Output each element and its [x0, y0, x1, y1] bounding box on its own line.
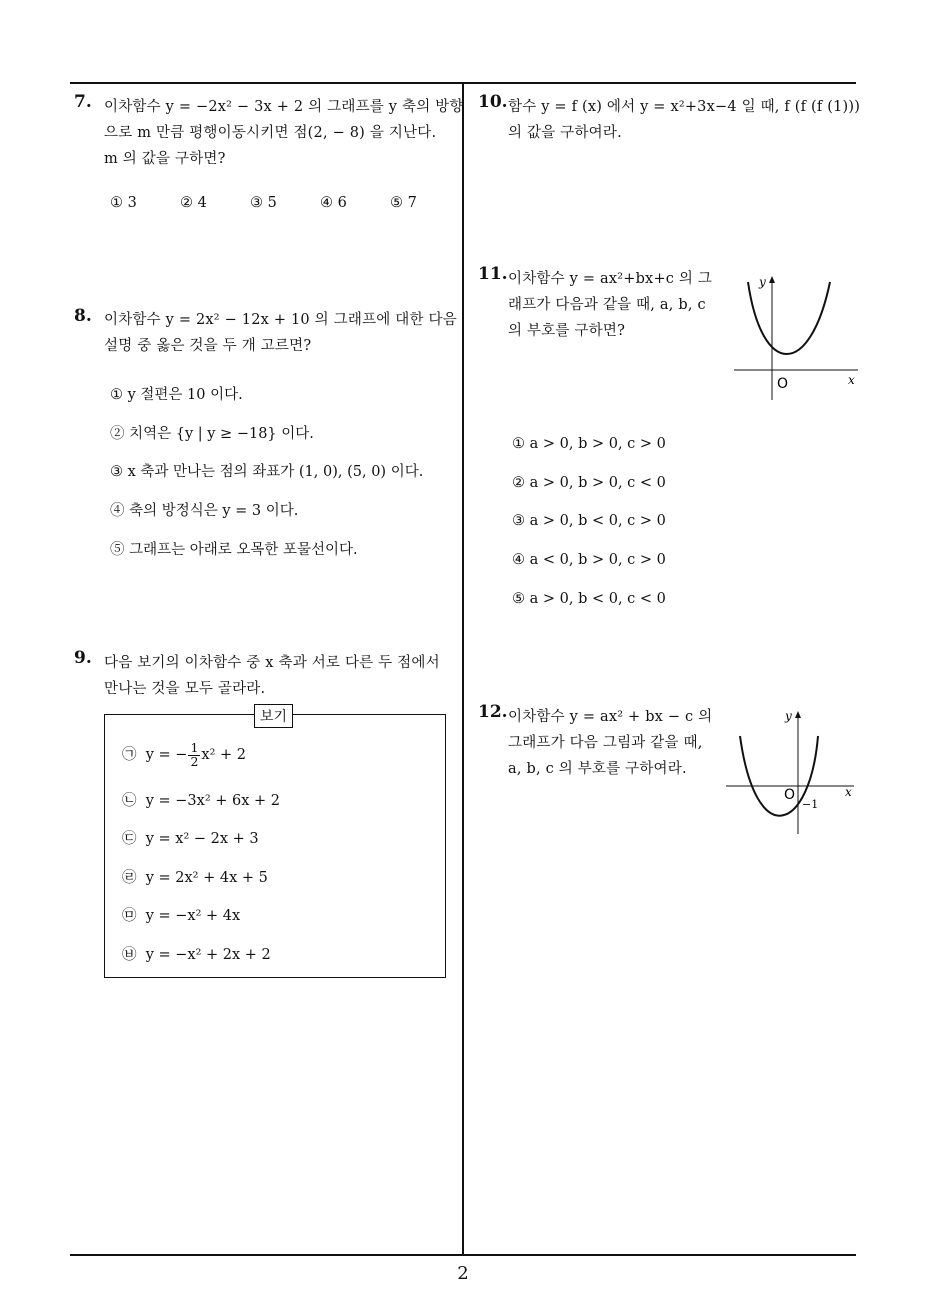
- choice-1[interactable]: ① y 절편은 10 이다.: [110, 387, 243, 403]
- item-expr: y = −3x² + 6x + 2: [145, 793, 281, 809]
- parabola-graph-11: [728, 268, 864, 404]
- problem-number: 7.: [74, 92, 92, 112]
- item-expr: y = 2x² + 4x + 5: [145, 870, 268, 886]
- bogi-item-5: [122, 904, 240, 925]
- choice-3[interactable]: ③ a > 0, b < 0, c > 0: [512, 513, 666, 529]
- item-mark: ㉥: [122, 947, 137, 963]
- problem-text-line: 이차함수 y = 2x² − 12x + 10 의 그래프에 대한 다음: [104, 312, 457, 328]
- choice-5[interactable]: ⑤ a > 0, b < 0, c < 0: [512, 591, 666, 607]
- item-mark: ㉤: [122, 908, 137, 924]
- problem-text-line: 의 값을 구하여라.: [508, 125, 622, 141]
- problem-number: 11.: [478, 264, 508, 284]
- choice-4[interactable]: ④ 6: [320, 195, 347, 211]
- item-expr: y = −x² + 4x: [145, 908, 241, 924]
- y-axis-label: y: [759, 275, 766, 289]
- column-divider: [462, 82, 464, 1256]
- choice-4[interactable]: ④ 축의 방정식은 y = 3 이다.: [110, 503, 299, 519]
- parabola-graph-12: [722, 706, 862, 838]
- item-expr: y = −x² + 2x + 2: [145, 947, 271, 963]
- item-mark: ㉢: [122, 831, 137, 847]
- problem-text-line: 이차함수 y = ax² + bx − c 의: [508, 709, 713, 725]
- problem-text-line: 함수 y = f (x) 에서 y = x²+3x−4 일 때, f (f (f (1))): [508, 99, 861, 115]
- bogi-item-4: [122, 866, 268, 887]
- problem-text-line: 만나는 것을 모두 골라라.: [104, 681, 266, 697]
- choice-2[interactable]: ② 치역은 {y | y ≥ −18} 이다.: [110, 426, 314, 442]
- fraction-numerator: 1: [190, 740, 199, 755]
- problem-text-line: 이차함수 y = −2x² − 3x + 2 의 그래프를 y 축의 방향: [104, 99, 464, 115]
- problem-text-line: 이차함수 y = ax²+bx+c 의 그: [508, 271, 713, 287]
- bogi-item-2: [122, 789, 280, 810]
- choice-3[interactable]: ③ x 축과 만나는 점의 좌표가 (1, 0), (5, 0) 이다.: [110, 464, 424, 480]
- item-mark: ㉡: [122, 793, 137, 809]
- choice-4[interactable]: ④ a < 0, b > 0, c > 0: [512, 552, 666, 568]
- y-axis-label: y: [785, 709, 792, 723]
- page-number: 2: [457, 1263, 469, 1284]
- item-mark: ㉠: [122, 747, 137, 763]
- choice-3[interactable]: ③ 5: [250, 195, 277, 211]
- problem-text-line: 다음 보기의 이차함수 중 x 축과 서로 다른 두 점에서: [104, 655, 440, 671]
- x-axis-label: x: [845, 785, 852, 799]
- y-axis-arrow: [769, 276, 775, 283]
- problem-text-line: 설명 중 옳은 것을 두 개 고르면?: [104, 338, 312, 354]
- choice-1[interactable]: ① 3: [110, 195, 137, 211]
- bogi-item-3: [122, 827, 259, 848]
- intercept-label: −1: [802, 798, 819, 811]
- item-expr-post: x² + 2: [201, 747, 246, 763]
- y-axis-arrow: [795, 711, 801, 718]
- parabola-curve: [748, 282, 830, 354]
- problem-text-line: 그래프가 다음 그림과 같을 때,: [508, 735, 703, 751]
- problem-text-line: m 의 값을 구하면?: [104, 151, 226, 167]
- bogi-label: 보기: [254, 704, 293, 728]
- bogi-item-6: [122, 943, 271, 964]
- choice-5[interactable]: ⑤ 그래프는 아래로 오목한 포물선이다.: [110, 542, 358, 558]
- origin-label: O: [784, 787, 796, 803]
- bottom-rule: [70, 1254, 856, 1256]
- problem-number: 9.: [74, 648, 92, 668]
- problem-number: 10.: [478, 92, 508, 112]
- choice-2[interactable]: ② a > 0, b > 0, c < 0: [512, 475, 666, 491]
- choice-5[interactable]: ⑤ 7: [390, 195, 417, 211]
- problem-text-line: a, b, c 의 부호를 구하여라.: [508, 761, 687, 777]
- x-axis-label: x: [848, 373, 855, 387]
- problem-number: 12.: [478, 702, 508, 722]
- choice-1[interactable]: ① a > 0, b > 0, c > 0: [512, 436, 666, 452]
- choice-2[interactable]: ② 4: [180, 195, 207, 211]
- problem-number: 8.: [74, 306, 92, 326]
- bogi-item-1: [122, 742, 246, 768]
- item-expr-pre: y = −: [145, 747, 188, 763]
- origin-label: O: [777, 376, 789, 392]
- item-mark: ㉣: [122, 870, 137, 886]
- fraction-denominator: 2: [190, 753, 199, 769]
- fraction: [188, 742, 200, 768]
- problem-text-line: 으로 m 만큼 평행이동시키면 점(2, − 8) 을 지난다.: [104, 125, 437, 141]
- item-expr: y = x² − 2x + 3: [145, 831, 259, 847]
- problem-text-line: 의 부호를 구하면?: [508, 323, 626, 339]
- problem-text-line: 래프가 다음과 같을 때, a, b, c: [508, 297, 706, 313]
